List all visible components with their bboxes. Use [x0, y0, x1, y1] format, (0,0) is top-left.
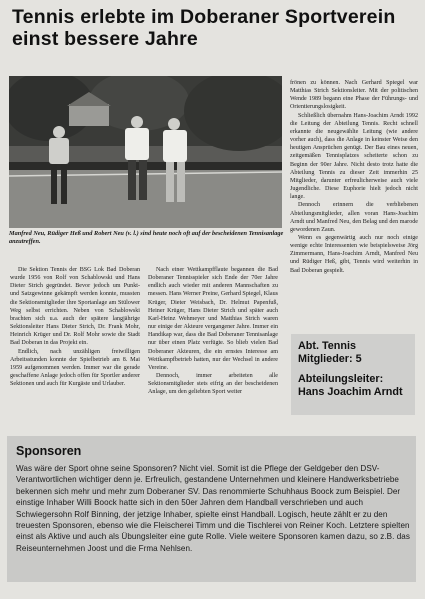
- paragraph: Schließlich übernahm Hans-Joachim Arndt 1992 die Leitung der Abteilung Tennis. Recht schnell erkannte die neugewählte Leitung (wie andere vorher auch), dass die Anlage in keinster Weise den heutigen Ansprüchen genügt. Der Bau eines neuen, zeitgemäßen Tennisplatzes scheiterte schon zu Beginn der 90er Jahre. Nicht desto trotz hatte die Abteilung Tennis zu dieser Zeit immerhin 25 Mitglieder, darunter erfreulicherweise auch viele Jugendliche. Diese Euphorie hielt jedoch nicht lange.: [290, 112, 418, 201]
- section-name: Abt. Tennis: [298, 340, 356, 352]
- sponsors-paragraph: Was wäre der Sport ohne seine Sponsoren? Nicht viel. Somit ist die Pflege der Geldgeber den DSV-Verantwortlichen wichtiger denn je. Erfreulich, gestandene Unternehmen und kleinere Handwerksbetriebe bekennen sich mehr und mehr zum Doberaner SV. Das renommierte Schuhhaus Boock zum Beispiel. Der einstige Inhaber Willi Boock hatte sich in den 50er Jahren dem Handball verschrieben und auch Schwiegersohn Rolf Binning, der jetzige Inhaber, spielte einst Handball. Logisch, heute zählt er zu den treuesten Sponsoren, ebenso wie die Fleischerei Timm und die Tischlerei von Reiner Koch. Letztere spielten einst als Aktive und auch als Übungsleiter eine gute Rolle. Viele weitere Sponsoren kamen dazu, so z.B. das Reiseunternehmen Joost und die Frma Nehlsen.: [16, 464, 410, 553]
- article-column-1: [10, 266, 140, 388]
- paragraph: Dennoch, immer arbeiteten alle Sektionsmitglieder stets eifrig an der bescheidenen Anlage, um den geliebten Sport weiter: [148, 373, 278, 396]
- sponsors-box: [7, 436, 416, 582]
- paragraph: Wenn es gegenwärtig auch nur noch einige wenige echte Interessenten wie beispielsweise Jörg Zimmermann, Hans-Joachim Arndt, Manfred Neu und Rüdiger Heß, gibt, Tennis wird weiterhin in Bad Doberan gespielt.: [290, 234, 418, 274]
- paragraph: frönen zu können. Nach Gerhard Spiegel war Matthias Strich Sektionsleiter. Mit der politischen Wende 1989 begann eine Phase der Führungs- und Orientierungslosigkeit.: [290, 80, 418, 111]
- section-leader-label: Abteilungsleiter:: [298, 373, 384, 385]
- paragraph: Endlich, nach unzähligen freiwilligen Arbeitsstunden konnte der Spielbetrieb am 8. Mai 1959 aufgenommen werden. Immer war die gerade geschaffene Anlage jedoch offen für Sportler anderer Sektionen und auch für Kurgäste und Urlauber.: [10, 348, 140, 388]
- article-headline: Tennis erlebte im Doberaner Sportverein einst bessere Jahre: [12, 6, 396, 50]
- article-column-2: [148, 266, 278, 397]
- member-count: Mitglieder: 5: [298, 352, 362, 365]
- article-column-3: [290, 79, 418, 275]
- paragraph: Die Sektion Tennis der BSG Lok Bad Doberan wurde 1956 von Rolf von Schablowski und Hans Dieter Strich gegründet. Bevor jedoch um Punkt- und Satzgewinne gekämpft werden konnte, mussten die Sektionsmitglieder ihre Sportanlage am Stülower Weg selbst errichten. Neben von Schablowski brachten sich u.a. auch der spätere langjährige Sektionsleiter Hans Dieter Strich, Dr. Frank Mohr, Heinrich Krüger und Dr. Rolf Mohr sowie die Stadt Bad Doberan in das Projekt ein.: [10, 267, 140, 347]
- section-leader-name: Hans Joachim Arndt: [298, 385, 403, 398]
- paragraph: Nach einer Wettkampfflaute begannen die Bad Doberaner Tennisspieler sich Ende der 70er Jahre endlich auch wieder mit anderen Mannschaften zu messen. Hans Werner Preine, Gerhard Spiegel, Klaus Krüger, Dieter Weisbach, Dr. Helmut Papenfuß, Heiner Krüger, Hans Dieter Strich und später auch Karl-Heinz Wehmeyer und Matthias Strich waren nur einige der Akteure vergangener Jahre. Immer ein Handikap war, dass die Bad Doberaner Tennisanlage nur über einen Platz verfügte. So blieb vielen Bad Doberaner Akteuren, die ein ernstes Interesse am Wettkampfbetrieb hatten, nur der Wechsel in andere Vereine.: [148, 267, 278, 371]
- photo-caption: Manfred Neu, Rüdiger Heß und Robert Neu (v. l.) sind heute noch oft auf der bescheidenen Tennisanlage anzutreffen.: [9, 230, 284, 246]
- sponsors-title: Sponsoren: [16, 444, 82, 458]
- tennis-players-photo: [9, 76, 282, 228]
- section-info-box: [291, 334, 415, 415]
- sponsors-text: [16, 463, 414, 554]
- paragraph: Dennoch erinnern die verbliebenen Abteilungsmitglieder, allen voran Hans-Joachim Arndt und Manfred Neu, den Belag und den marode gewordenen Zaun.: [290, 202, 418, 233]
